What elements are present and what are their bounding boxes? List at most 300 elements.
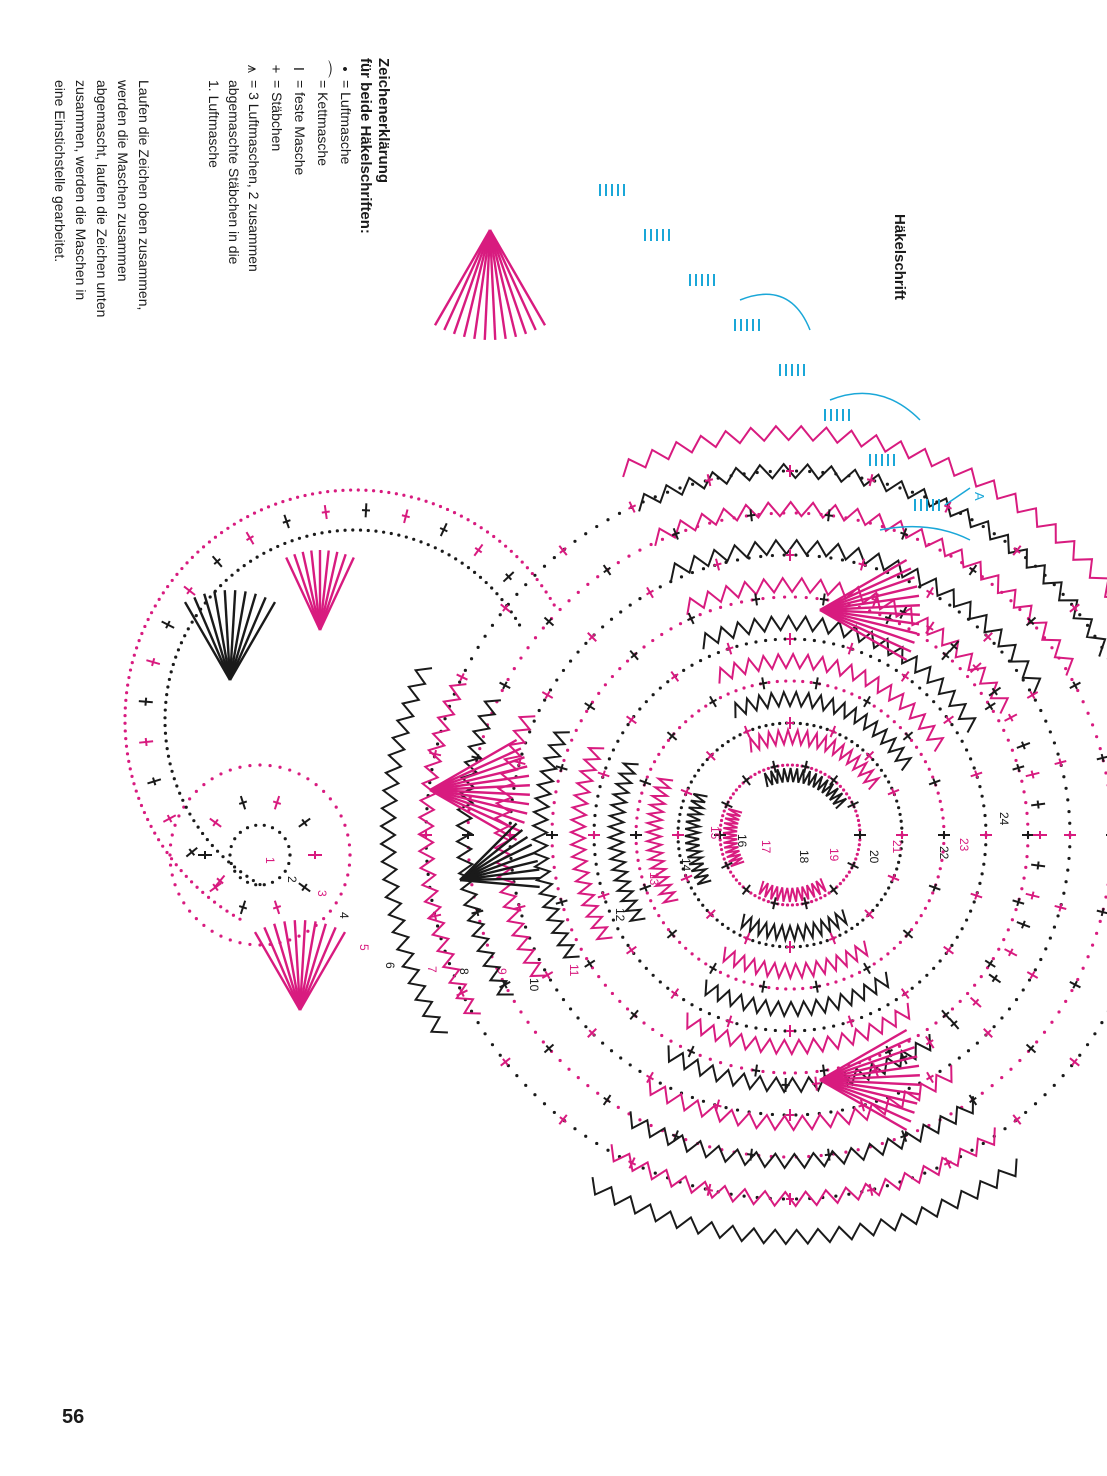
chain-dot <box>177 648 180 651</box>
chain-dot <box>1093 1032 1096 1035</box>
chain-dot <box>230 574 233 577</box>
chain-dot <box>448 962 451 965</box>
chain-dot <box>165 851 168 854</box>
chain-dot <box>767 986 770 989</box>
chain-dot <box>531 572 534 575</box>
chain-dot <box>638 959 641 962</box>
chain-dot <box>813 639 816 642</box>
chain-dot <box>483 1032 486 1035</box>
chain-dot <box>526 1021 529 1024</box>
chain-dot <box>776 680 779 683</box>
chain-dot <box>238 766 241 769</box>
chain-dot <box>918 980 921 983</box>
chain-dot <box>170 857 173 860</box>
chain-dot <box>626 723 629 726</box>
chain-dot <box>850 974 853 977</box>
chain-dot <box>949 1112 952 1115</box>
chain-dot <box>131 661 134 664</box>
chain-dot <box>549 688 552 691</box>
chain-dot <box>684 529 687 532</box>
chain-dot <box>1064 787 1067 790</box>
chain-dot <box>729 603 732 606</box>
chain-dot <box>1025 812 1028 815</box>
chain-dot <box>174 655 177 658</box>
chain-dot <box>619 1056 622 1059</box>
chain-dot <box>873 704 876 707</box>
chain-dot <box>553 866 556 869</box>
chain-dot <box>935 1166 938 1169</box>
chain-dot <box>458 986 461 989</box>
double-crochet-mark <box>726 1020 734 1022</box>
chain-dot <box>164 708 167 711</box>
chain-dot <box>606 518 609 521</box>
chain-dot <box>815 1070 818 1073</box>
chain-dot <box>230 845 233 848</box>
chain-dot <box>662 921 665 924</box>
chain-dot <box>458 681 461 684</box>
chain-dot <box>584 642 587 645</box>
chain-dot <box>749 891 752 894</box>
chain-dot <box>745 1024 748 1027</box>
chain-dot <box>781 903 784 906</box>
chain-dot <box>978 785 981 788</box>
double-crochet-mark <box>1038 861 1039 869</box>
chain-dot <box>767 767 770 770</box>
double-crochet-mark <box>900 1135 907 1138</box>
chain-dot <box>453 511 456 514</box>
chain-dot <box>540 584 543 587</box>
chain-dot <box>322 917 325 920</box>
chain-dot <box>206 838 209 841</box>
chain-dot <box>202 783 205 786</box>
zigzag-row <box>724 941 868 978</box>
chain-dot <box>992 710 995 713</box>
chain-dot <box>559 608 562 611</box>
chain-dot <box>799 945 802 948</box>
chain-dot <box>483 635 486 638</box>
chain-dot <box>604 900 607 903</box>
chain-dot <box>799 722 802 725</box>
chain-dot <box>1068 845 1071 848</box>
chain-dot <box>239 519 242 522</box>
legend-title: Zeichenerklärung für beide Häkelschriften: <box>357 58 392 234</box>
chain-dot <box>822 1026 825 1029</box>
chain-dot <box>374 530 377 533</box>
chain-dot <box>819 941 822 944</box>
chain-dot <box>1015 998 1018 1001</box>
chain-dot <box>886 715 889 718</box>
chain-dot <box>278 766 281 769</box>
chain-dot <box>1053 925 1056 928</box>
chain-dot <box>439 505 442 508</box>
chain-dot <box>812 724 815 727</box>
chain-dot <box>596 795 599 798</box>
chain-dot <box>720 519 723 522</box>
chain-dot <box>767 681 770 684</box>
chain-dot <box>595 804 598 807</box>
chain-dot <box>738 733 741 736</box>
chain-dot <box>133 654 136 657</box>
chain-dot <box>916 538 919 541</box>
chain-dot <box>211 844 214 847</box>
chain-dot <box>997 719 1000 722</box>
chain-dot <box>1000 1076 1003 1079</box>
chain-dot <box>166 685 169 688</box>
chain-dot <box>226 527 229 530</box>
chain-dot <box>815 898 818 901</box>
chain-dot <box>732 875 735 878</box>
chain-dot <box>171 873 174 876</box>
chain-dot <box>163 724 166 727</box>
chain-dot <box>443 717 446 720</box>
chain-dot <box>980 692 983 695</box>
chain-dot <box>311 492 314 495</box>
chain-dot <box>791 763 794 766</box>
chain-dot <box>567 599 570 602</box>
chain-dot <box>1025 855 1028 858</box>
chain-dot <box>593 814 596 817</box>
chain-dot <box>895 998 898 1001</box>
chain-dot <box>137 797 140 800</box>
double-crochet-mark <box>759 986 767 987</box>
chain-dot <box>1053 741 1056 744</box>
chain-dot <box>1066 798 1069 801</box>
chain-dot <box>425 807 428 810</box>
chain-dot <box>729 1064 732 1067</box>
chain-dot <box>761 597 764 600</box>
chain-dot <box>232 914 235 917</box>
chain-dot <box>1062 1074 1065 1077</box>
chain-dot <box>1026 844 1029 847</box>
chain-dot <box>803 1029 806 1032</box>
chain-dot <box>249 560 252 563</box>
chain-dot <box>604 984 607 987</box>
chain-dot <box>543 1102 546 1105</box>
chain-dot <box>1049 730 1052 733</box>
chain-dot <box>500 598 503 601</box>
chain-dot <box>549 978 552 981</box>
chain-dot <box>191 556 194 559</box>
double-crochet-mark <box>685 788 688 795</box>
chain-dot <box>219 934 222 937</box>
chain-dot <box>642 645 645 648</box>
shell-stitch <box>300 927 336 1010</box>
chain-dot <box>857 848 860 851</box>
chain-dot <box>1020 780 1023 783</box>
chain-dot <box>1014 908 1017 911</box>
chain-dot <box>341 489 344 492</box>
chain-dot <box>201 891 204 894</box>
chain-dot <box>723 809 726 812</box>
chain-dot <box>640 791 643 794</box>
chain-dot <box>708 1145 711 1148</box>
chain-dot <box>357 488 360 491</box>
chain-dot <box>724 1106 727 1109</box>
chain-dot <box>638 597 641 600</box>
zigzag-row <box>631 1096 974 1168</box>
chain-dot <box>328 530 331 533</box>
chain-dot <box>1066 868 1069 871</box>
chain-dot <box>826 983 829 986</box>
chain-dot <box>928 899 931 902</box>
chain-dot <box>580 719 583 722</box>
chain-dot <box>219 905 222 908</box>
chain-dot <box>895 867 898 870</box>
double-crochet-mark <box>273 801 281 803</box>
chain-dot <box>886 664 889 667</box>
double-crochet-mark <box>726 647 734 649</box>
chain-dot <box>170 670 173 673</box>
double-crochet-mark <box>743 937 750 940</box>
chain-dot <box>980 975 983 978</box>
chain-dot <box>783 595 786 598</box>
chain-dot <box>584 532 587 535</box>
chain-dot <box>290 539 293 542</box>
chain-dot <box>289 498 292 501</box>
chain-dot <box>192 819 195 822</box>
chain-dot <box>638 1070 641 1073</box>
chain-dot <box>897 861 900 864</box>
chain-dot <box>679 1045 682 1048</box>
chain-dot <box>659 980 662 983</box>
chain-dot <box>626 1007 629 1010</box>
chain-dot <box>793 987 796 990</box>
chain-dot <box>562 669 565 672</box>
chain-dot <box>702 567 705 570</box>
chain-dot <box>856 923 859 926</box>
chain-dot <box>185 806 188 809</box>
chain-dot <box>254 883 257 886</box>
chain-dot <box>526 566 529 569</box>
chain-dot <box>832 1024 835 1027</box>
chain-dot <box>542 626 545 629</box>
chain-dot <box>524 1084 527 1087</box>
chain-dot <box>165 739 168 742</box>
chain-dot <box>543 565 546 568</box>
chain-dot <box>1002 729 1005 732</box>
legend-label: = Kettmasche <box>315 80 331 166</box>
chain-dot <box>315 783 318 786</box>
chain-dot <box>513 667 516 670</box>
chain-dot <box>1000 1016 1003 1019</box>
chain-dot <box>248 943 251 946</box>
chain-dot <box>175 863 178 866</box>
chain-dot <box>745 642 748 645</box>
chain-dot <box>769 470 772 473</box>
chain-dot <box>601 1041 604 1044</box>
chain-dot <box>576 650 579 653</box>
chain-dot <box>283 542 286 545</box>
double-crochet-mark <box>892 788 895 795</box>
chain-dot <box>743 1194 746 1197</box>
chain-dot <box>815 768 818 771</box>
chain-dot <box>691 1184 694 1187</box>
chain-dot <box>1095 932 1098 935</box>
chain-dot <box>611 992 614 995</box>
round-number: 14 <box>679 858 693 872</box>
chain-dot <box>348 863 351 866</box>
chain-dot <box>271 881 274 884</box>
chain-dot <box>1022 678 1025 681</box>
chain-dot <box>858 824 861 827</box>
chain-dot <box>233 865 236 868</box>
chain-dot <box>227 860 230 863</box>
chain-dot <box>801 987 804 990</box>
chain-dot <box>520 914 523 917</box>
chain-dot <box>256 556 259 559</box>
chain-dot <box>924 760 927 763</box>
chain-dot <box>642 1021 645 1024</box>
chain-dot <box>951 1007 954 1010</box>
chain-dot <box>850 692 853 695</box>
zigzag-row <box>609 764 645 921</box>
round-number: 3 <box>315 890 329 897</box>
chain-dot <box>691 571 694 574</box>
chain-dot <box>183 634 186 637</box>
round-number: 19 <box>827 848 841 862</box>
chain-dot <box>220 531 223 534</box>
chain-dot <box>680 806 683 809</box>
chain-dot <box>660 633 663 636</box>
chain-dot <box>359 528 362 531</box>
chain-dot <box>983 814 986 817</box>
chain-dot <box>969 910 972 913</box>
chain-dot <box>932 700 935 703</box>
chain-dot <box>554 790 557 793</box>
chain-dot <box>638 549 641 552</box>
chain-dot <box>153 831 156 834</box>
chain-dot <box>209 595 212 598</box>
chain-dot <box>848 796 851 799</box>
chain-dot <box>166 747 169 750</box>
slip-stitch-icon: ⌒ <box>312 60 332 78</box>
chain-dot <box>727 974 730 977</box>
chain-dot <box>246 515 249 518</box>
chain-dot <box>727 927 730 930</box>
chain-dot <box>751 728 754 731</box>
chain-dot <box>536 578 539 581</box>
chain-dot <box>1082 967 1085 970</box>
chain-dot <box>931 775 934 778</box>
chain-dot <box>395 492 398 495</box>
chain-dot <box>861 748 864 751</box>
chain-dot <box>782 469 785 472</box>
chain-dot <box>966 992 969 995</box>
chain-dot <box>597 975 600 978</box>
chain-dot <box>172 663 175 666</box>
page-number: 56 <box>62 1406 85 1428</box>
chain-dot <box>524 925 527 928</box>
chain-dot <box>551 844 554 847</box>
start-section <box>600 184 970 540</box>
chain-dot <box>1095 735 1098 738</box>
chain-dot <box>343 824 346 827</box>
chain-dot <box>339 892 342 895</box>
chain-dot <box>660 1034 663 1037</box>
chain-dot <box>498 540 501 543</box>
chain-dot <box>618 1000 621 1003</box>
chain-dot <box>233 523 236 526</box>
chain-dot <box>659 686 662 689</box>
chain-dot <box>515 892 518 895</box>
chain-dot <box>938 549 941 552</box>
chain-dot <box>678 854 681 857</box>
chain-dot <box>188 812 191 815</box>
chain-dot <box>348 853 351 856</box>
double-crochet-mark <box>933 884 936 892</box>
chain-dot <box>856 814 859 817</box>
chain-dot <box>860 1016 863 1019</box>
chain-dot <box>850 927 853 930</box>
chain-dot <box>554 877 557 880</box>
chain-dot <box>1022 988 1025 991</box>
chain-dot <box>939 867 942 870</box>
chain-dot <box>884 774 887 777</box>
chain-dot <box>924 907 927 910</box>
chain-dot <box>680 575 683 578</box>
chain-dot <box>844 736 847 739</box>
round-number: 21 <box>890 840 904 854</box>
chain-dot <box>666 491 669 494</box>
chain-dot <box>720 848 723 851</box>
chain-dot <box>981 795 984 798</box>
chain-dot <box>794 1071 797 1074</box>
chain-dot <box>764 724 767 727</box>
chain-dot <box>520 752 523 755</box>
chain-dot <box>732 736 735 739</box>
chain-dot <box>735 788 738 791</box>
chain-dot <box>948 603 951 606</box>
chain-dot <box>1086 955 1089 958</box>
chain-dot <box>542 1040 545 1043</box>
chain-dot <box>585 710 588 713</box>
chain-dot <box>528 730 531 733</box>
chain-dot <box>573 1127 576 1130</box>
double-crochet-mark <box>747 1154 755 1155</box>
chain-dot <box>1020 887 1023 890</box>
chain-dot <box>786 903 789 906</box>
chain-dot <box>364 489 367 492</box>
chain-dot <box>738 882 741 885</box>
chain-dot <box>708 1012 711 1015</box>
chain-dot <box>740 1066 743 1069</box>
chain-dot <box>584 1025 587 1028</box>
double-crochet-mark <box>847 647 855 649</box>
round-number: 9 <box>495 968 509 975</box>
chain-dot <box>697 898 700 901</box>
chain-dot <box>645 967 648 970</box>
chain-dot <box>125 745 128 748</box>
chain-dot <box>419 540 422 543</box>
chain-dot <box>794 595 797 598</box>
chain-dot <box>753 773 756 776</box>
chain-dot <box>1022 790 1025 793</box>
chain-dot <box>236 569 239 572</box>
chain-dot <box>297 772 300 775</box>
chain-dot <box>678 726 681 729</box>
chain-dot <box>860 651 863 654</box>
chain-dot <box>214 536 217 539</box>
chain-dot <box>970 1149 973 1152</box>
chain-dot <box>886 483 889 486</box>
chain-dot <box>976 1041 979 1044</box>
chain-dot <box>617 1106 620 1109</box>
chain-dot <box>146 818 149 821</box>
chain-dot <box>306 777 309 780</box>
chain-dot <box>482 932 485 935</box>
chain-dot <box>646 775 649 778</box>
chain-dot <box>838 733 841 736</box>
